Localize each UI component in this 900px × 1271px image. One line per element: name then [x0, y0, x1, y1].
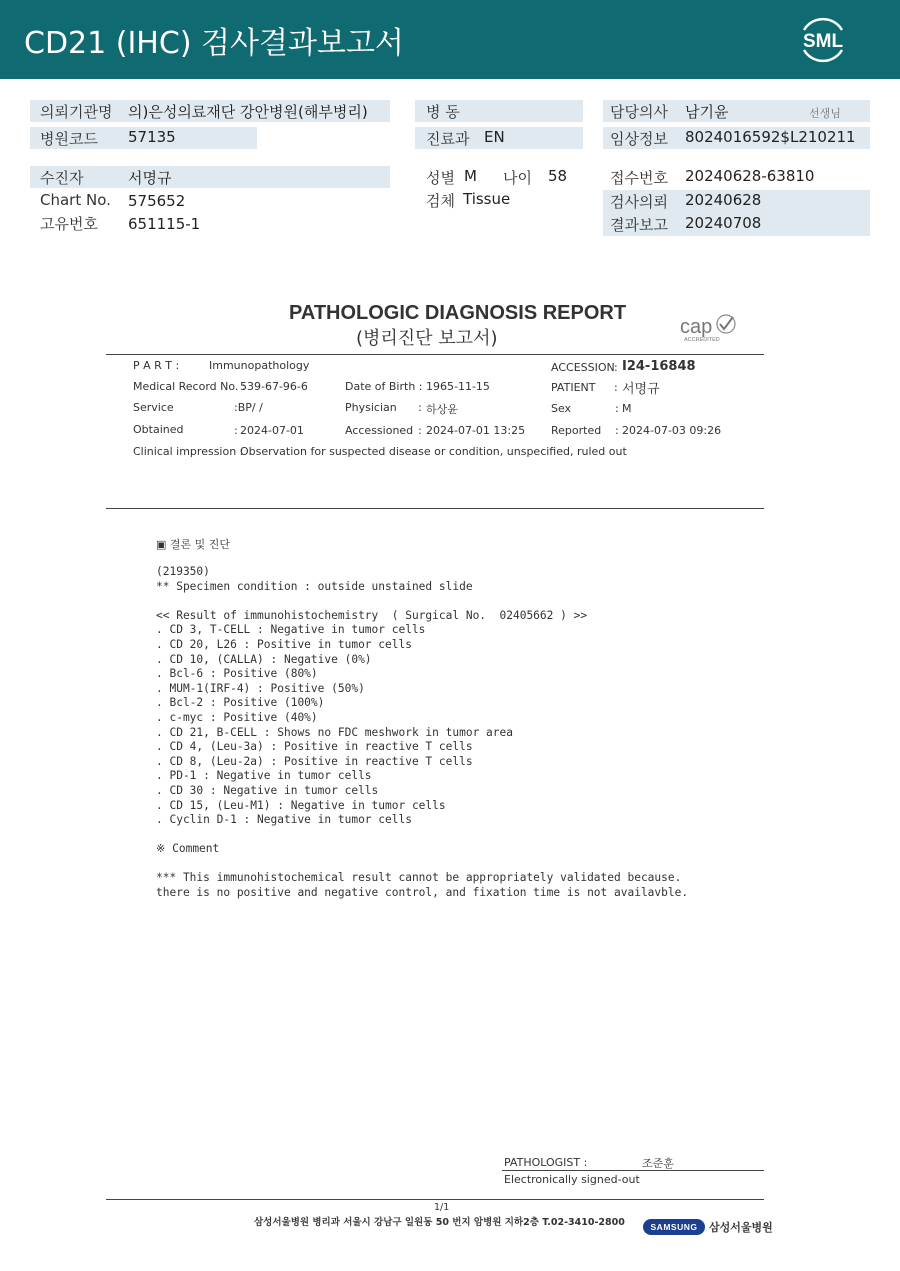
patient-value-report: 서명규 [622, 382, 660, 397]
doctor-value: 남기윤 [685, 103, 729, 121]
clinical-value: 8024016592$L210211 [685, 128, 856, 146]
page-title: CD21 (IHC) 검사결과보고서 [24, 26, 404, 61]
divider-top [106, 354, 764, 355]
impression-label: Clinical impression : [133, 445, 244, 458]
sex-value-report: M [622, 402, 632, 415]
sex-label-report: Sex [551, 402, 572, 415]
sex-label: 성별 [426, 169, 455, 187]
patient-label: 수진자 [40, 169, 84, 187]
divider-signature [502, 1170, 764, 1171]
physician-value: 하상윤 [426, 403, 458, 416]
accessioned-value: 2024-07-01 13:25 [426, 424, 526, 437]
result-label: 결과보고 [610, 216, 668, 234]
age-value: 58 [548, 167, 568, 185]
accession-value: I24-16848 [622, 359, 696, 374]
physician-label: Physician [345, 401, 397, 414]
patient-label-report: PATIENT [551, 381, 596, 394]
hospital-name: 삼성서울병원 [709, 1221, 773, 1234]
patient-value: 서명규 [128, 169, 172, 187]
divider-mid [106, 508, 764, 509]
sml-logo [796, 14, 850, 64]
service-value: :BP/ / [234, 401, 263, 414]
dept-label: 진료과 [426, 130, 470, 148]
page-number: 1/1 [434, 1202, 450, 1213]
obtained-label: Obtained [133, 423, 184, 436]
patient-band [30, 166, 390, 188]
mrn-value: 539-67-96-6 [240, 380, 308, 393]
institution-value: 의)은성의료재단 강안병원(해부병리) [128, 103, 368, 121]
report-subtitle: (병리진단 보고서) [356, 328, 498, 349]
obtained-value: 2024-07-01 [240, 424, 304, 437]
ward-label: 병 동 [426, 103, 460, 121]
dob-label: Date of Birth : [345, 380, 423, 393]
unique-value: 651115-1 [128, 215, 201, 233]
clinical-label: 임상정보 [610, 130, 668, 148]
accessioned-label: Accessioned [345, 424, 414, 437]
accession-label: ACCESSION [551, 361, 615, 374]
part-label: P A R T : [133, 359, 180, 372]
signed-status: Electronically signed-out [504, 1173, 640, 1186]
divider-footer [106, 1199, 764, 1200]
svg-text:cap: cap [680, 316, 713, 338]
reported-value: 2024-07-03 09:26 [622, 424, 722, 437]
samsung-logo: SAMSUNG [643, 1219, 705, 1235]
pathologist-value: 조준훈 [642, 1157, 674, 1170]
sex-value: M [464, 167, 477, 185]
diagnosis-body: (219350) ** Specimen condition : outside unstained slide << Result of immunohistochemistry ( Surgical No. 02405662 ) >> . CD 3, T-CELL : Negative in tumor cells . CD 20, L26 : Positive in tumor cells . CD 10, (CALLA) : Negative (0%) . Bcl-6 : Positive (80%) . MUM-1(IRF-4) : Positive (50%) . Bcl-2 : Positive (100%) . c-myc : Positive (40%) . CD 21, B-CELL : Shows no FDC meshwork in tumor area . CD 4, (Leu-3a) : Positive in reactive T cells . CD 8, (Leu-2a) : Positive in reactive T cells . PD-1 : Negative in tumor cells . CD 30 : Negative in tumor cells . CD 15, (Leu-M1) : Negative in tumor cells . Cyclin D-1 : Negative in tumor cells ※ Comment *** This immunohistochemical result cannot be appropriately validated because. there is no positive and negative control, and fixation time is not availavble. [156, 565, 689, 900]
institution-label: 의뢰기관명 [40, 103, 113, 121]
chart-label: Chart No. [40, 191, 111, 209]
dob-value: 1965-11-15 [426, 380, 490, 393]
section-title: ▣ 결론 및 진단 [156, 538, 231, 551]
hospital-code-label: 병원코드 [40, 130, 98, 148]
pathologist-label: PATHOLOGIST : [504, 1156, 588, 1169]
reported-label: Reported [551, 424, 602, 437]
receipt-value: 20240628-63810 [685, 167, 815, 185]
chart-value: 575652 [128, 192, 186, 210]
receipt-label: 접수번호 [610, 169, 668, 187]
svg-text:ACCREDITED: ACCREDITED [684, 337, 720, 343]
cap-accredited-logo [680, 313, 740, 343]
footer-address: 삼성서울병원 병리과 서울시 강남구 일원동 50 번지 암병원 지하2층 T.02-3410-2800 [254, 1217, 625, 1228]
specimen-label: 검체 [426, 192, 455, 210]
request-value: 20240628 [685, 191, 762, 209]
doctor-label: 담당의사 [610, 103, 668, 121]
report-title: PATHOLOGIC DIAGNOSIS REPORT [289, 302, 627, 324]
service-label: Service [133, 401, 174, 414]
unique-label: 고유번호 [40, 215, 98, 233]
mrn-label: Medical Record No. : [133, 380, 246, 393]
dept-value: EN [484, 128, 505, 146]
result-value: 20240708 [685, 214, 762, 232]
impression-value: Observation for suspected disease or condition, unspecified, ruled out [240, 445, 627, 458]
doctor-suffix: 선생님 [809, 107, 841, 120]
specimen-value: Tissue [463, 190, 511, 208]
age-label: 나이 [503, 169, 532, 187]
request-label: 검사의뢰 [610, 193, 668, 211]
part-value: Immunopathology [209, 359, 310, 372]
hospital-code-value: 57135 [128, 128, 176, 146]
svg-text:SML: SML [802, 31, 844, 52]
